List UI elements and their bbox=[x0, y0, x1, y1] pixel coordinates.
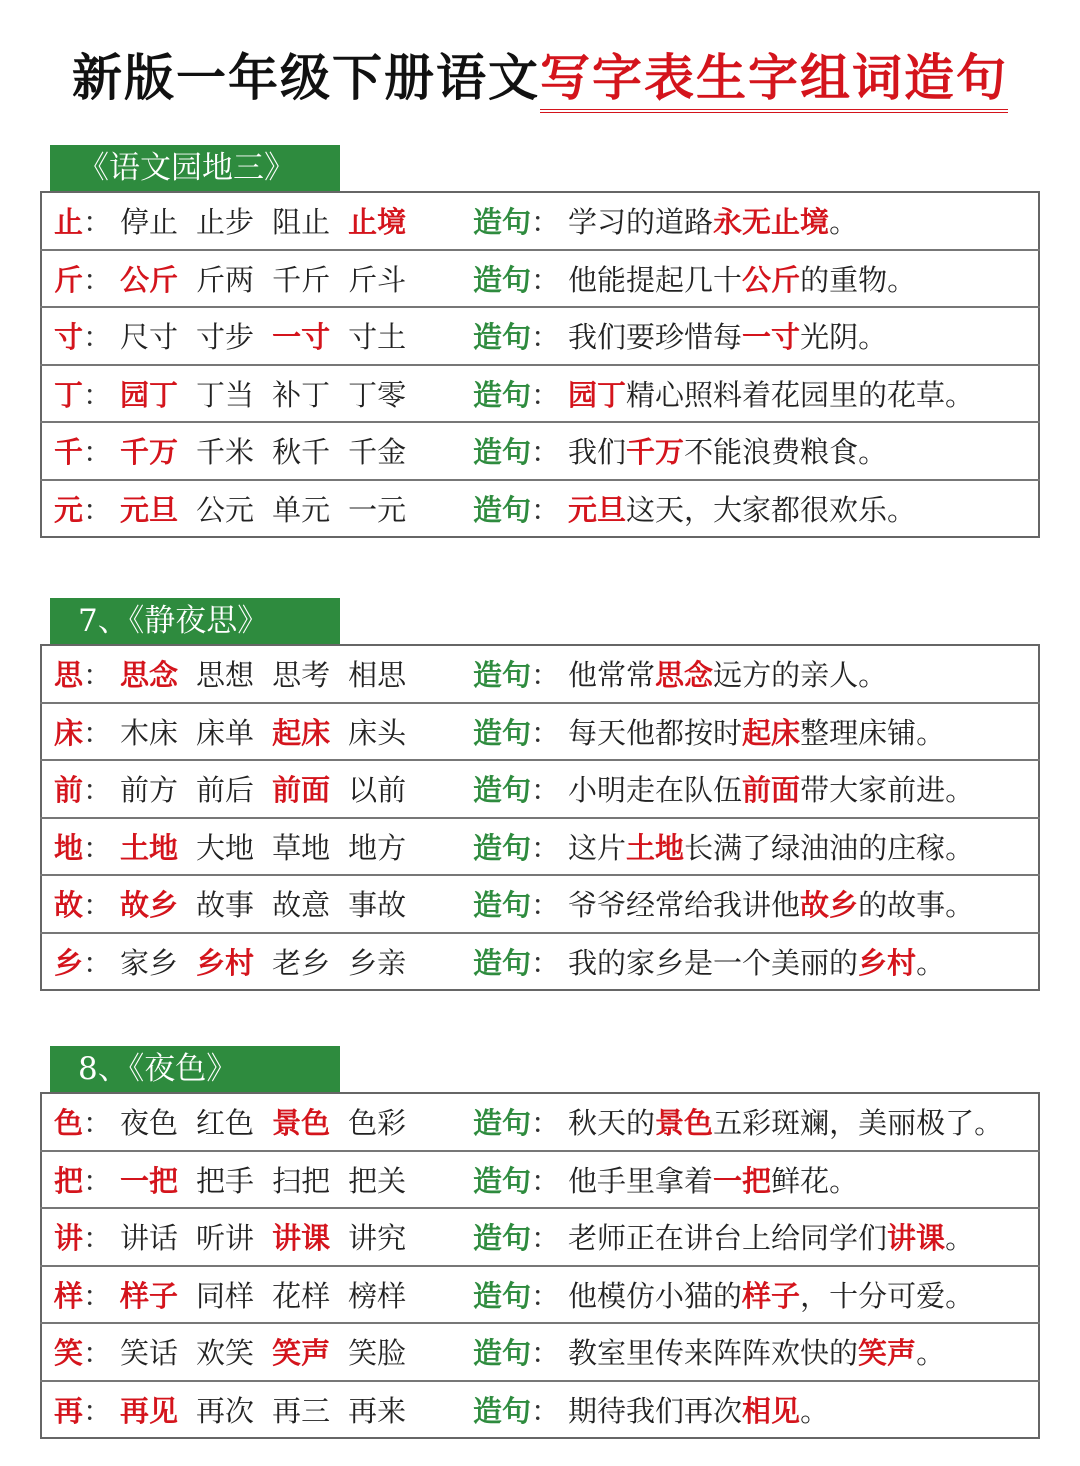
table-row bbox=[41, 480, 1039, 538]
sentence-highlight: 乡村 bbox=[858, 945, 917, 980]
word-cell bbox=[41, 1208, 469, 1266]
character: 斤 bbox=[54, 262, 84, 297]
word: 园丁 bbox=[120, 377, 179, 412]
sentence-part: 远方的亲人。 bbox=[713, 658, 888, 693]
word: 讲课 bbox=[272, 1221, 331, 1256]
word-cell bbox=[41, 480, 469, 538]
title-part2: 写字表生字组词造句 bbox=[540, 48, 1008, 113]
table-row bbox=[41, 365, 1039, 423]
sentence-cell bbox=[469, 818, 1039, 876]
zaoju-label: 造句 bbox=[473, 1278, 532, 1313]
word-cell bbox=[41, 1323, 469, 1381]
table-row bbox=[41, 1323, 1039, 1381]
zaoju-label: 造句 bbox=[473, 773, 532, 808]
sentence-cell bbox=[469, 1151, 1039, 1209]
table-row bbox=[41, 645, 1039, 703]
colon: ： bbox=[83, 1163, 113, 1198]
word-cell bbox=[41, 1151, 469, 1209]
word: 故意 bbox=[272, 888, 331, 923]
sentence-part: 学习的道路 bbox=[568, 205, 714, 240]
sentence-cell bbox=[469, 422, 1039, 480]
colon: ： bbox=[83, 773, 113, 808]
colon: ： bbox=[531, 715, 561, 750]
sentence-highlight: 相见 bbox=[742, 1393, 801, 1428]
colon: ： bbox=[83, 205, 113, 240]
word: 思考 bbox=[272, 658, 331, 693]
colon: ： bbox=[83, 262, 113, 297]
word: 红色 bbox=[196, 1106, 255, 1141]
colon: ： bbox=[531, 658, 561, 693]
sentence-highlight: 园丁 bbox=[568, 377, 627, 412]
word: 再见 bbox=[120, 1393, 179, 1428]
colon: ： bbox=[83, 1278, 113, 1313]
sentence-part: 。 bbox=[945, 1221, 975, 1256]
word-cell bbox=[41, 818, 469, 876]
page-title bbox=[0, 38, 1080, 110]
colon: ： bbox=[83, 830, 113, 865]
sentence-cell bbox=[469, 933, 1039, 991]
sentence-cell bbox=[469, 703, 1039, 761]
colon: ： bbox=[83, 1336, 113, 1371]
colon: ： bbox=[83, 492, 113, 527]
sentence-part: 带大家前进。 bbox=[800, 773, 975, 808]
word-cell bbox=[41, 307, 469, 365]
sentence-cell bbox=[469, 365, 1039, 423]
zaoju-label: 造句 bbox=[473, 435, 532, 470]
word: 前面 bbox=[272, 773, 331, 808]
colon: ： bbox=[531, 377, 561, 412]
table-row bbox=[41, 192, 1039, 250]
word: 把关 bbox=[348, 1163, 407, 1198]
colon: ： bbox=[83, 320, 113, 355]
table-row bbox=[41, 1151, 1039, 1209]
colon: ： bbox=[83, 1393, 113, 1428]
sentence-part: 这片 bbox=[568, 830, 627, 865]
sentence-highlight: 起床 bbox=[742, 715, 801, 750]
word: 地方 bbox=[348, 830, 407, 865]
sentence-cell bbox=[469, 480, 1039, 538]
word: 乡村 bbox=[196, 945, 255, 980]
character: 再 bbox=[54, 1393, 84, 1428]
word-cell bbox=[41, 1381, 469, 1439]
colon: ： bbox=[531, 320, 561, 355]
sentence-part: 长满了绿油油的庄稼。 bbox=[684, 830, 975, 865]
word: 单元 bbox=[272, 492, 331, 527]
colon: ： bbox=[83, 1221, 113, 1256]
table-row bbox=[41, 1266, 1039, 1324]
zaoju-label: 造句 bbox=[473, 205, 532, 240]
word: 大地 bbox=[196, 830, 255, 865]
colon: ： bbox=[531, 1163, 561, 1198]
word: 欢笑 bbox=[196, 1336, 255, 1371]
character: 元 bbox=[54, 492, 84, 527]
character: 故 bbox=[54, 888, 84, 923]
word: 千斤 bbox=[272, 262, 331, 297]
character: 思 bbox=[54, 658, 84, 693]
sentence-cell bbox=[469, 1093, 1039, 1151]
word: 前后 bbox=[196, 773, 255, 808]
colon: ： bbox=[531, 435, 561, 470]
colon: ： bbox=[531, 945, 561, 980]
word-cell bbox=[41, 250, 469, 308]
table-row bbox=[41, 703, 1039, 761]
word: 讲话 bbox=[120, 1221, 179, 1256]
word: 色彩 bbox=[348, 1106, 407, 1141]
table-row bbox=[41, 1208, 1039, 1266]
zaoju-label: 造句 bbox=[473, 1106, 532, 1141]
word: 扫把 bbox=[272, 1163, 331, 1198]
word: 笑声 bbox=[272, 1336, 331, 1371]
word: 公斤 bbox=[120, 262, 179, 297]
word-cell bbox=[41, 1266, 469, 1324]
character: 笑 bbox=[54, 1336, 84, 1371]
word: 思想 bbox=[196, 658, 255, 693]
word: 样子 bbox=[120, 1278, 179, 1313]
word: 一把 bbox=[120, 1163, 179, 1198]
sentence-part: 秋天的 bbox=[568, 1106, 656, 1141]
sentence-highlight: 讲课 bbox=[887, 1221, 946, 1256]
sentence-highlight: 前面 bbox=[742, 773, 801, 808]
sentence-cell bbox=[469, 1381, 1039, 1439]
word: 夜色 bbox=[120, 1106, 179, 1141]
word: 斤斗 bbox=[348, 262, 407, 297]
vocab-table bbox=[40, 1092, 1040, 1439]
zaoju-label: 造句 bbox=[473, 888, 532, 923]
sentence-part: 他能提起几十 bbox=[568, 262, 743, 297]
title-part1: 新版一年级下册语文 bbox=[72, 48, 540, 107]
table-row bbox=[41, 933, 1039, 991]
sentence-part: 他常常 bbox=[568, 658, 656, 693]
section-2 bbox=[40, 598, 1040, 991]
zaoju-label: 造句 bbox=[473, 658, 532, 693]
colon: ： bbox=[531, 1336, 561, 1371]
sentence-highlight: 千万 bbox=[626, 435, 685, 470]
word: 榜样 bbox=[348, 1278, 407, 1313]
sentence-part: 每天他都按时 bbox=[568, 715, 743, 750]
colon: ： bbox=[531, 830, 561, 865]
word: 寸步 bbox=[196, 320, 255, 355]
sentence-highlight: 故乡 bbox=[800, 888, 859, 923]
section-label: 《语文园地三》 bbox=[50, 145, 340, 191]
sentence-part: 小明走在队伍 bbox=[568, 773, 743, 808]
word: 事故 bbox=[348, 888, 407, 923]
section-1 bbox=[40, 145, 1040, 538]
word: 土地 bbox=[120, 830, 179, 865]
sentence-highlight: 样子 bbox=[742, 1278, 801, 1313]
character: 色 bbox=[54, 1106, 84, 1141]
colon: ： bbox=[531, 492, 561, 527]
character: 丁 bbox=[54, 377, 84, 412]
word: 停止 bbox=[120, 205, 179, 240]
word: 一元 bbox=[348, 492, 407, 527]
colon: ： bbox=[83, 715, 113, 750]
word-cell bbox=[41, 1093, 469, 1151]
word-cell bbox=[41, 192, 469, 250]
word: 元旦 bbox=[120, 492, 179, 527]
word-cell bbox=[41, 703, 469, 761]
word: 相思 bbox=[348, 658, 407, 693]
word: 同样 bbox=[196, 1278, 255, 1313]
word: 草地 bbox=[272, 830, 331, 865]
section-label: 7、《静夜思》 bbox=[50, 598, 340, 644]
word: 补丁 bbox=[272, 377, 331, 412]
colon: ： bbox=[83, 377, 113, 412]
zaoju-label: 造句 bbox=[473, 1163, 532, 1198]
word-cell bbox=[41, 365, 469, 423]
sentence-highlight: 一把 bbox=[713, 1163, 772, 1198]
sentence-part: 。 bbox=[800, 1393, 830, 1428]
section-3 bbox=[40, 1046, 1040, 1439]
table-row bbox=[41, 307, 1039, 365]
word-cell bbox=[41, 645, 469, 703]
word: 前方 bbox=[120, 773, 179, 808]
table-row bbox=[41, 250, 1039, 308]
sentence-part: 爷爷经常给我讲他 bbox=[568, 888, 801, 923]
table-row bbox=[41, 1093, 1039, 1151]
vocab-table bbox=[40, 191, 1040, 538]
colon: ： bbox=[531, 888, 561, 923]
colon: ： bbox=[531, 1278, 561, 1313]
word: 阻止 bbox=[272, 205, 331, 240]
word: 再次 bbox=[196, 1393, 255, 1428]
sentence-highlight: 公斤 bbox=[742, 262, 801, 297]
word: 故乡 bbox=[120, 888, 179, 923]
table-row bbox=[41, 818, 1039, 876]
word: 止境 bbox=[348, 205, 407, 240]
table-row bbox=[41, 875, 1039, 933]
word: 尺寸 bbox=[120, 320, 179, 355]
word: 千万 bbox=[120, 435, 179, 470]
character: 寸 bbox=[54, 320, 84, 355]
word: 寸土 bbox=[348, 320, 407, 355]
vocab-table bbox=[40, 644, 1040, 991]
sentence-part: 整理床铺。 bbox=[800, 715, 946, 750]
zaoju-label: 造句 bbox=[473, 945, 532, 980]
sentence-cell bbox=[469, 875, 1039, 933]
word: 家乡 bbox=[120, 945, 179, 980]
character: 讲 bbox=[54, 1221, 84, 1256]
colon: ： bbox=[83, 1106, 113, 1141]
word: 千米 bbox=[196, 435, 255, 470]
sentence-cell bbox=[469, 192, 1039, 250]
colon: ： bbox=[531, 1393, 561, 1428]
character: 地 bbox=[54, 830, 84, 865]
zaoju-label: 造句 bbox=[473, 1336, 532, 1371]
zaoju-label: 造句 bbox=[473, 377, 532, 412]
character: 乡 bbox=[54, 945, 84, 980]
sentence-cell bbox=[469, 307, 1039, 365]
character: 前 bbox=[54, 773, 84, 808]
word: 笑话 bbox=[120, 1336, 179, 1371]
sentence-cell bbox=[469, 760, 1039, 818]
word: 公元 bbox=[196, 492, 255, 527]
word: 木床 bbox=[120, 715, 179, 750]
word: 听讲 bbox=[196, 1221, 255, 1256]
word-cell bbox=[41, 760, 469, 818]
section-label: 8、《夜色》 bbox=[50, 1046, 340, 1092]
sentence-highlight: 思念 bbox=[655, 658, 714, 693]
sentence-part: 不能浪费粮食。 bbox=[684, 435, 888, 470]
sentence-part: 这天，大家都很欢乐。 bbox=[626, 492, 917, 527]
sentence-part: 他模仿小猫的 bbox=[568, 1278, 743, 1313]
colon: ： bbox=[83, 435, 113, 470]
word-cell bbox=[41, 933, 469, 991]
zaoju-label: 造句 bbox=[473, 1221, 532, 1256]
sentence-part: 鲜花。 bbox=[771, 1163, 859, 1198]
sentence-part: 教室里传来阵阵欢快的 bbox=[568, 1336, 859, 1371]
sentence-part: 。 bbox=[916, 945, 946, 980]
colon: ： bbox=[531, 1106, 561, 1141]
word: 以前 bbox=[348, 773, 407, 808]
sentence-part: 。 bbox=[916, 1336, 946, 1371]
sentence-part: 。 bbox=[829, 205, 859, 240]
word: 千金 bbox=[348, 435, 407, 470]
character: 千 bbox=[54, 435, 84, 470]
word: 床头 bbox=[348, 715, 407, 750]
sentence-part: 他手里拿着 bbox=[568, 1163, 714, 1198]
character: 止 bbox=[54, 205, 84, 240]
sentence-part: ，十分可爱。 bbox=[800, 1278, 975, 1313]
word: 再三 bbox=[272, 1393, 331, 1428]
zaoju-label: 造句 bbox=[473, 1393, 532, 1428]
word: 丁零 bbox=[348, 377, 407, 412]
word: 故事 bbox=[196, 888, 255, 923]
sentence-part: 五彩斑斓，美丽极了。 bbox=[713, 1106, 1004, 1141]
sentence-part: 我们 bbox=[568, 435, 627, 470]
word: 把手 bbox=[196, 1163, 255, 1198]
zaoju-label: 造句 bbox=[473, 262, 532, 297]
sentence-highlight: 土地 bbox=[626, 830, 685, 865]
sentence-highlight: 一寸 bbox=[742, 320, 801, 355]
sentence-part: 我们要珍惜每 bbox=[568, 320, 743, 355]
sentence-cell bbox=[469, 250, 1039, 308]
word-cell bbox=[41, 875, 469, 933]
sentence-highlight: 元旦 bbox=[568, 492, 627, 527]
word: 景色 bbox=[272, 1106, 331, 1141]
table-row bbox=[41, 1381, 1039, 1439]
sentence-part: 光阴。 bbox=[800, 320, 888, 355]
word: 花样 bbox=[272, 1278, 331, 1313]
word: 起床 bbox=[272, 715, 331, 750]
zaoju-label: 造句 bbox=[473, 492, 532, 527]
word: 一寸 bbox=[272, 320, 331, 355]
zaoju-label: 造句 bbox=[473, 830, 532, 865]
word: 老乡 bbox=[272, 945, 331, 980]
word: 乡亲 bbox=[348, 945, 407, 980]
sentence-cell bbox=[469, 1323, 1039, 1381]
sentence-highlight: 笑声 bbox=[858, 1336, 917, 1371]
sentence-part: 我的家乡是一个美丽的 bbox=[568, 945, 859, 980]
zaoju-label: 造句 bbox=[473, 715, 532, 750]
word: 秋千 bbox=[272, 435, 331, 470]
table-row bbox=[41, 760, 1039, 818]
word: 再来 bbox=[348, 1393, 407, 1428]
sentence-part: 老师正在讲台上给同学们 bbox=[568, 1221, 888, 1256]
sentence-part: 期待我们再次 bbox=[568, 1393, 743, 1428]
colon: ： bbox=[531, 262, 561, 297]
word: 丁当 bbox=[196, 377, 255, 412]
word: 床单 bbox=[196, 715, 255, 750]
word: 思念 bbox=[120, 658, 179, 693]
colon: ： bbox=[83, 888, 113, 923]
character: 床 bbox=[54, 715, 84, 750]
sentence-cell bbox=[469, 1208, 1039, 1266]
sentence-highlight: 景色 bbox=[655, 1106, 714, 1141]
sentence-part: 的重物。 bbox=[800, 262, 917, 297]
sentence-highlight: 永无止境 bbox=[713, 205, 830, 240]
word-cell bbox=[41, 422, 469, 480]
colon: ： bbox=[531, 1221, 561, 1256]
colon: ： bbox=[531, 773, 561, 808]
sentence-cell bbox=[469, 1266, 1039, 1324]
sentence-part: 的故事。 bbox=[858, 888, 975, 923]
character: 样 bbox=[54, 1278, 84, 1313]
colon: ： bbox=[531, 205, 561, 240]
sentence-part: 精心照料着花园里的花草。 bbox=[626, 377, 975, 412]
word: 笑脸 bbox=[348, 1336, 407, 1371]
word: 斤两 bbox=[196, 262, 255, 297]
table-row bbox=[41, 422, 1039, 480]
colon: ： bbox=[83, 658, 113, 693]
sentence-cell bbox=[469, 645, 1039, 703]
word: 讲究 bbox=[348, 1221, 407, 1256]
zaoju-label: 造句 bbox=[473, 320, 532, 355]
colon: ： bbox=[83, 945, 113, 980]
word: 止步 bbox=[196, 205, 255, 240]
character: 把 bbox=[54, 1163, 84, 1198]
